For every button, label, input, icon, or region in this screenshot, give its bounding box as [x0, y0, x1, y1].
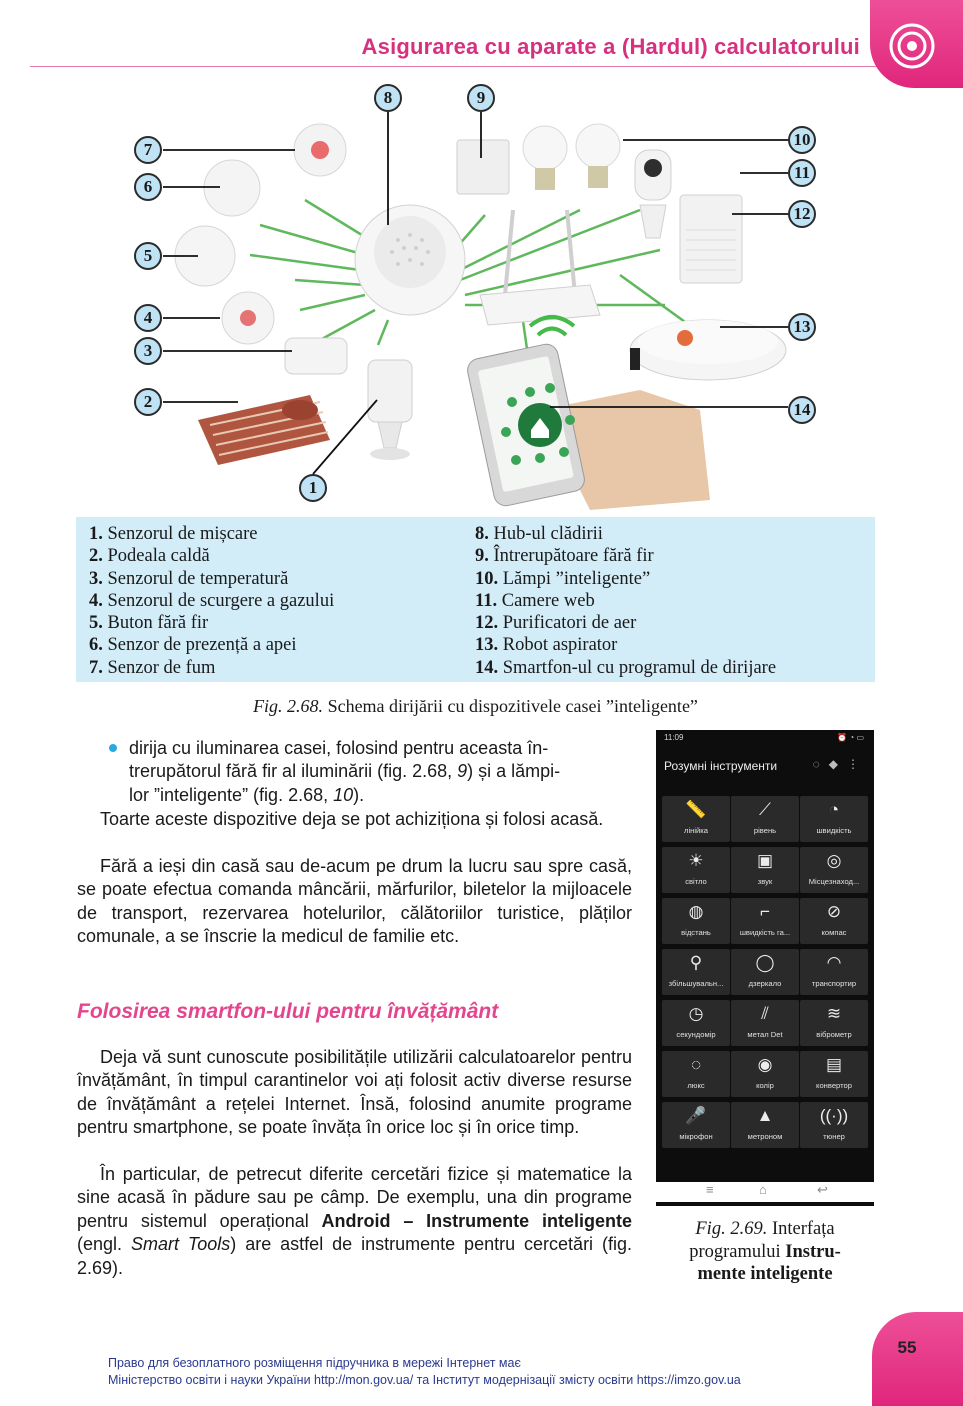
callout-11: 11 [788, 159, 816, 187]
luxmeter-icon: ◌ [690, 1055, 702, 1074]
tool-tile-label: конвертор [816, 1081, 852, 1090]
tool-tile[interactable] [662, 1051, 730, 1097]
section-title: Folosirea smartfon-ului pentru învățământ [77, 1000, 499, 1023]
compass-icon: ⊘ [826, 902, 842, 921]
callout-4: 4 [134, 304, 162, 332]
tool-tile[interactable] [800, 1000, 868, 1046]
location-icon: ◎ [826, 851, 842, 870]
page-number-tab [872, 1312, 963, 1406]
tool-tile[interactable] [731, 1000, 799, 1046]
figure-caption-269: Fig. 2.69. Interfața programului Instru- mente inteligente [689, 1219, 841, 1284]
legend-right-column [475, 523, 776, 679]
smart-home-diagram [120, 80, 840, 510]
protractor-icon: ◠ [826, 953, 842, 972]
microphone-icon: 🎤 [685, 1106, 707, 1125]
legend-item: 8. Hub-ul clădirii [475, 524, 603, 544]
tool-tile[interactable] [731, 949, 799, 995]
tool-tile-label: тюнер [823, 1132, 845, 1141]
tool-tile-label: компас [821, 928, 847, 937]
tool-tile-label: Місцезнаход... [808, 877, 860, 886]
tool-tile[interactable] [800, 949, 868, 995]
heated-floor-mat [198, 395, 330, 465]
tool-tile-label: метал Det [747, 1030, 783, 1039]
web-camera [635, 150, 671, 238]
robot-vacuum [630, 320, 786, 380]
paragraph-4: În particular, de petrecut diferite cercetări fizice și matematice la sine acasă în pădure sau pe câmp. De exemplu, una din programe pentru sistemul operațional Android – Instrumente inteligente (engl. Smart Tools) are astfel de instrumente pentru cercetări (fig. 2.69). [77, 1164, 632, 1278]
color-icon: ◉ [757, 1055, 773, 1074]
callout-13: 13 [788, 313, 816, 341]
legend-item: 10. Lămpi ”inteligente” [475, 568, 651, 589]
more-icon: ⋮ [847, 757, 868, 771]
speed-gun-icon: ⌐ [760, 902, 770, 921]
tool-tile[interactable] [800, 796, 868, 842]
tool-tile[interactable] [800, 898, 868, 944]
tool-tile[interactable] [662, 1102, 730, 1148]
metronome-icon: ▲ [756, 1106, 774, 1125]
callout-1: 1 [299, 474, 327, 502]
legend-left-column [89, 523, 334, 679]
tool-tile-label: збільшувальн... [668, 979, 724, 988]
tool-tile[interactable] [800, 1051, 868, 1097]
legend-item: 1. Senzorul de mișcare [89, 524, 258, 544]
magnifier-icon: ⚲ [689, 953, 703, 972]
stopwatch-icon: ◷ [688, 1004, 704, 1023]
light-icon: ☀ [688, 851, 704, 870]
status-time: 11:09 [664, 733, 684, 742]
tool-tile-label: секундомір [676, 1030, 716, 1039]
figure-caption-268: Fig. 2.68. Schema dirijării cu dispozitivele casei ”inteligente” [253, 696, 698, 716]
air-purifier [680, 195, 742, 283]
callout-5: 5 [134, 242, 162, 270]
legend-item: 9. Întrerupătoare fără fir [475, 546, 654, 567]
legend-item: 11. Camere web [475, 590, 595, 611]
tool-tile-label: метроном [747, 1132, 783, 1141]
legend-item: 7. Senzor de fum [89, 657, 216, 678]
diamond-icon: ◆ [828, 757, 847, 771]
paragraph-1: Toarte aceste dispozitive deja se pot achiziționa și folosi acasă. [100, 809, 604, 829]
temperature-sensor [285, 338, 347, 374]
motion-sensor [368, 360, 412, 422]
tool-tile[interactable] [662, 847, 730, 893]
status-icons: ⏰ ◔ ▭ [837, 733, 864, 742]
page-number: 55 [897, 1338, 917, 1357]
level-icon: ⟋ [759, 800, 771, 819]
paragraph-3: Deja vă sunt cunoscute posibilitățile utilizării calculatoarelor pentru învățământ, în timpul carantinelor voi ați folosit activ diverse resurse de învățământ a rețelei Internet. Însă, folosind anumite programe pentru smartphone, se poate învăța în orice loc și în orice timp. [77, 1047, 632, 1138]
tool-tile[interactable] [662, 1000, 730, 1046]
callout-8: 8 [374, 84, 402, 112]
tool-tile-label: звук [757, 877, 773, 886]
callout-6: 6 [134, 173, 162, 201]
metal-detector-icon: ⫽ [761, 1004, 769, 1023]
tool-tile-label: транспортир [811, 979, 857, 988]
tool-tile[interactable] [731, 847, 799, 893]
wireless-switch [457, 140, 509, 194]
legend-item: 6. Senzor de prezență a apei [89, 635, 297, 656]
tool-tile[interactable] [800, 1102, 868, 1148]
legend-item: 5. Buton fără fir [89, 613, 209, 634]
tool-tile-label: світло [685, 877, 707, 886]
water-sensor [204, 160, 260, 216]
mirror-icon: ◯ [755, 953, 775, 972]
app-title: Розумні інструменти [664, 759, 778, 773]
palette-icon: ◌ [812, 757, 829, 771]
bullet-paragraph: dirija cu iluminarea casei, folosind pentru aceasta în- trerupătorul fără fir al iluminării (fig. 2.68, 9) și a lămpi- lor ”inteligente” (fig. 2.68, 10). [129, 738, 561, 805]
smart-tools-screenshot [656, 730, 874, 1206]
distance-icon: ◍ [688, 902, 704, 921]
legend-item: 12. Purificatori de aer [475, 613, 637, 634]
tool-tile-label: люкс [687, 1081, 705, 1090]
tool-tile-label: рівень [753, 826, 777, 835]
tool-tile-label: віброметр [816, 1030, 852, 1039]
home-icon[interactable]: ⌂ [759, 1182, 767, 1197]
legend-item: 14. Smartfon-ul cu programul de dirijare [475, 657, 777, 678]
app-actions [813, 757, 868, 771]
speedometer-icon: ◔ [828, 800, 840, 819]
tool-tile[interactable] [662, 949, 730, 995]
ruler-icon: 📏 [685, 800, 707, 819]
sound-icon: ▣ [756, 851, 774, 870]
legend-item: 3. Senzorul de temperatură [89, 568, 289, 589]
target-icon [888, 22, 936, 70]
smart-lamps [523, 124, 620, 190]
legend-item: 2. Podeala caldă [89, 546, 210, 567]
header-rule [30, 66, 880, 67]
callout-12: 12 [788, 200, 816, 228]
converter-icon: ▤ [825, 1055, 843, 1074]
callout-3: 3 [134, 337, 162, 365]
callout-2: 2 [134, 388, 162, 416]
tool-tile[interactable] [731, 796, 799, 842]
footer-line-2: Міністерство освіти і науки України http://mon.gov.ua/ та Інститут модернізації змісту освіти https://imzo.gov.ua [108, 1373, 741, 1387]
callout-10: 10 [788, 126, 816, 154]
callout-14: 14 [788, 396, 816, 424]
tool-tile-label: швидкість [816, 826, 852, 835]
tool-tile-label: швидкість га... [739, 928, 791, 937]
callout-7: 7 [134, 136, 162, 164]
tool-tile[interactable] [662, 898, 730, 944]
figure-legend [76, 517, 875, 682]
tool-tile-label: дзеркало [748, 979, 782, 988]
tool-tile[interactable] [731, 898, 799, 944]
tool-tile[interactable] [800, 847, 868, 893]
legend-item: 4. Senzorul de scurgere a gazului [89, 590, 335, 611]
back-icon[interactable]: ↩ [817, 1182, 828, 1197]
menu-icon[interactable]: ≡ [706, 1182, 714, 1197]
vibrometer-icon: ≋ [826, 1004, 842, 1023]
legend-item: 13. Robot aspirator [475, 635, 618, 656]
tuner-icon: ((·)) [819, 1106, 849, 1125]
phone-nav-bar [656, 1182, 874, 1202]
callout-9: 9 [467, 84, 495, 112]
tool-tile-label: мікрофон [679, 1132, 713, 1141]
footer-line-1: Право для безоплатного розміщення підручника в мережі Інтернет має [108, 1356, 521, 1370]
tool-tile[interactable] [731, 1051, 799, 1097]
tool-tile-label: відстань [681, 928, 711, 937]
tool-tile[interactable] [731, 1102, 799, 1148]
bullet-icon [109, 744, 117, 752]
paragraph-2: Fără a ieși din casă sau de-acum pe drum la lucru sau spre casă, se poate efectua comanda mâncării, mărfurilor, biletelor la mijloacele de transport, rezervarea hotelurilor, călătoriilor turistice, plăților comunale, a se înscrie la medicul de familie etc. [77, 856, 632, 947]
page-header-title: Asigurarea cu aparate a (Hardul) calculatorului [361, 34, 860, 59]
tool-tile-label: колір [756, 1081, 774, 1090]
tool-tile[interactable] [662, 796, 730, 842]
tool-tile-label: лінійка [684, 826, 708, 835]
